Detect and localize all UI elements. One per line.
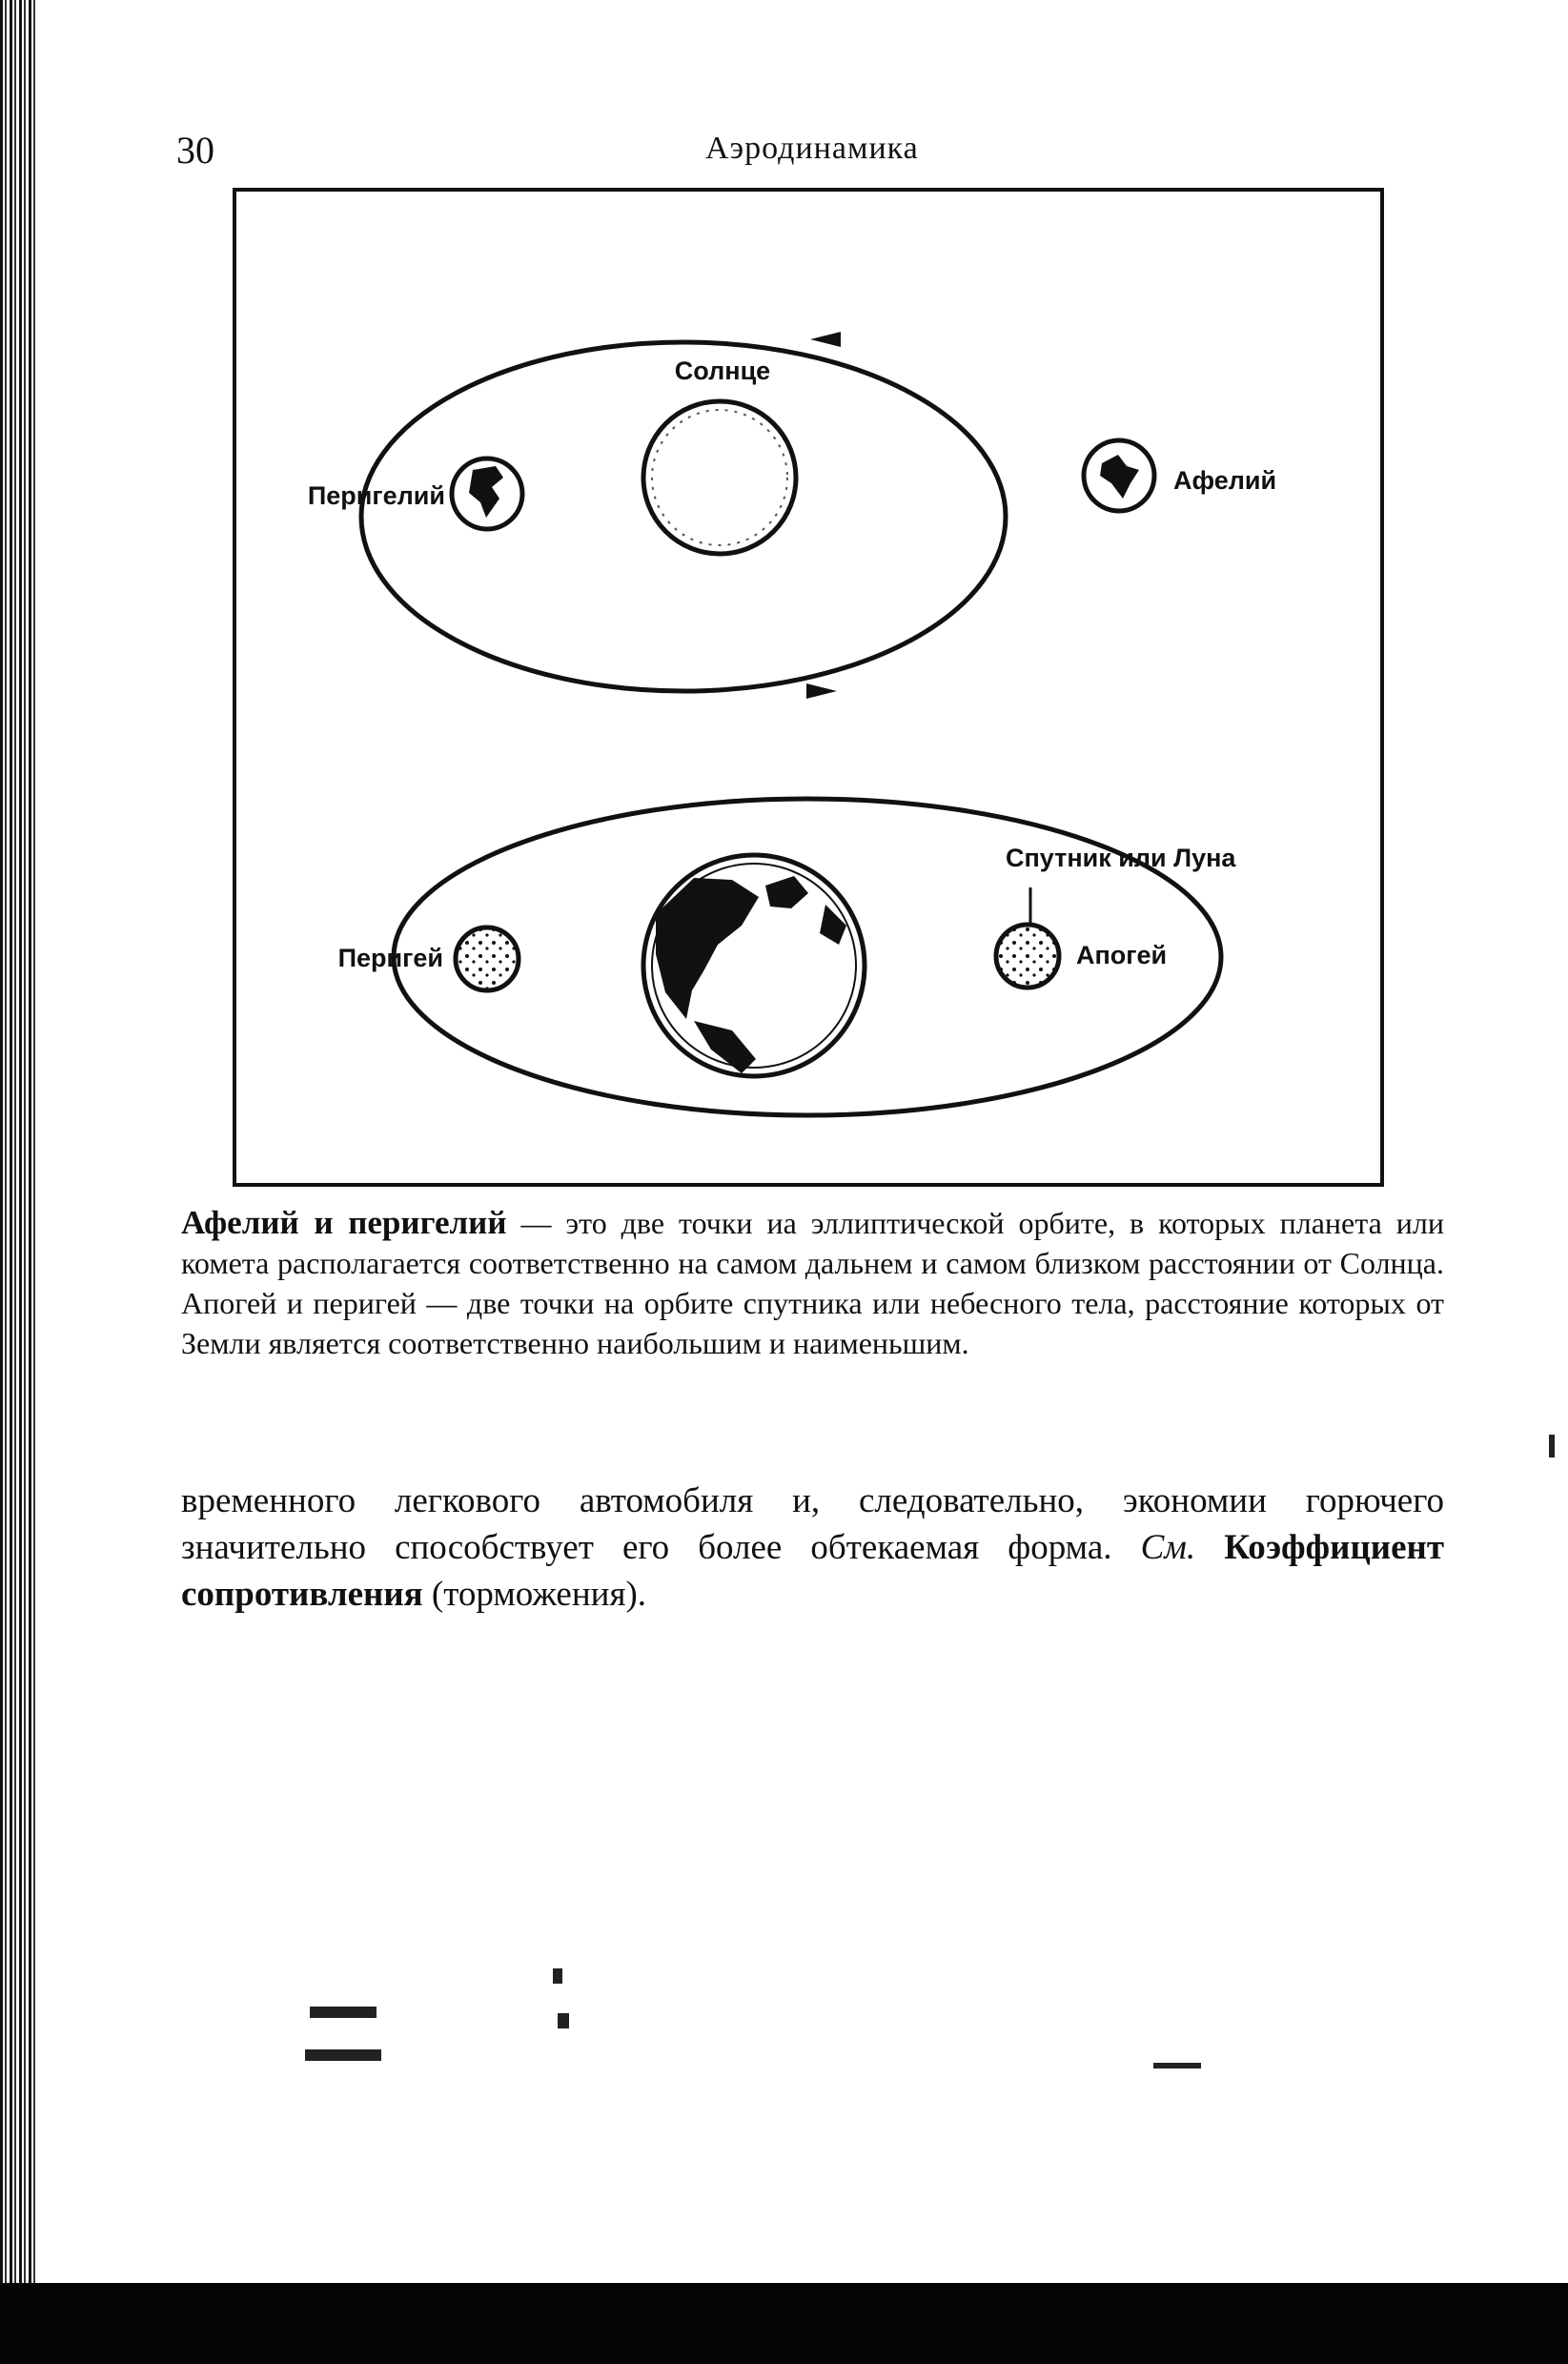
page-number: 30	[176, 129, 214, 172]
perigee-label: Перигей	[337, 944, 443, 972]
body-text-end: (торможения).	[422, 1575, 647, 1614]
scan-bottom-edge	[0, 2283, 1568, 2364]
satellite-label: Спутник или Луна	[1006, 844, 1236, 872]
book-binding-edge	[0, 0, 36, 2364]
earth-at-aphelion-icon	[1084, 440, 1154, 511]
running-head: Аэродинамика	[705, 131, 919, 166]
orbit-figure	[233, 188, 1384, 1187]
see-reference: См.	[1140, 1528, 1196, 1567]
scan-speck	[1549, 1435, 1555, 1457]
figure-caption	[181, 1203, 1444, 1363]
moon-at-perigee-icon	[456, 927, 519, 990]
moon-at-apogee-icon	[996, 925, 1059, 988]
orbit-arrow-bottom	[806, 683, 837, 699]
orbit-arrow-top	[810, 332, 841, 347]
scan-speck	[305, 2049, 381, 2061]
scan-speck	[553, 1968, 562, 1984]
orbit-diagram	[236, 192, 1380, 1183]
aphelion-label: Афелий	[1173, 466, 1277, 495]
perihelion-label: Перигелий	[307, 481, 445, 510]
scan-speck	[558, 2013, 569, 2028]
cross-reference-term: Коэффициент сопротивления	[181, 1528, 1445, 1614]
sun-label: Солнце	[674, 357, 771, 385]
body-paragraph	[181, 1478, 1444, 1618]
scan-speck	[1153, 2063, 1201, 2068]
caption-text: — это две точки иа эллиптической орбите, в которых планета или комета располагается соответственно на самом дальнем и самом близком расстоянии от Солнца. Апогей и перигей — две точки на орбите спутника или небесного тела, расстояние которых от Земли является соответственно наибольшим и наименьшим.	[181, 1206, 1444, 1360]
apogee-label: Апогей	[1076, 941, 1168, 969]
earth-at-perihelion-icon	[452, 459, 522, 529]
scan-speck	[310, 2007, 377, 2018]
body-text-start: временного легкового автомобиля и, следовательно, экономии горючего значительно способствует его более обтекаемая форма.	[181, 1481, 1444, 1567]
sun-icon	[643, 401, 796, 554]
caption-term: Афелий и перигелий	[181, 1204, 507, 1241]
earth-icon	[643, 855, 865, 1076]
